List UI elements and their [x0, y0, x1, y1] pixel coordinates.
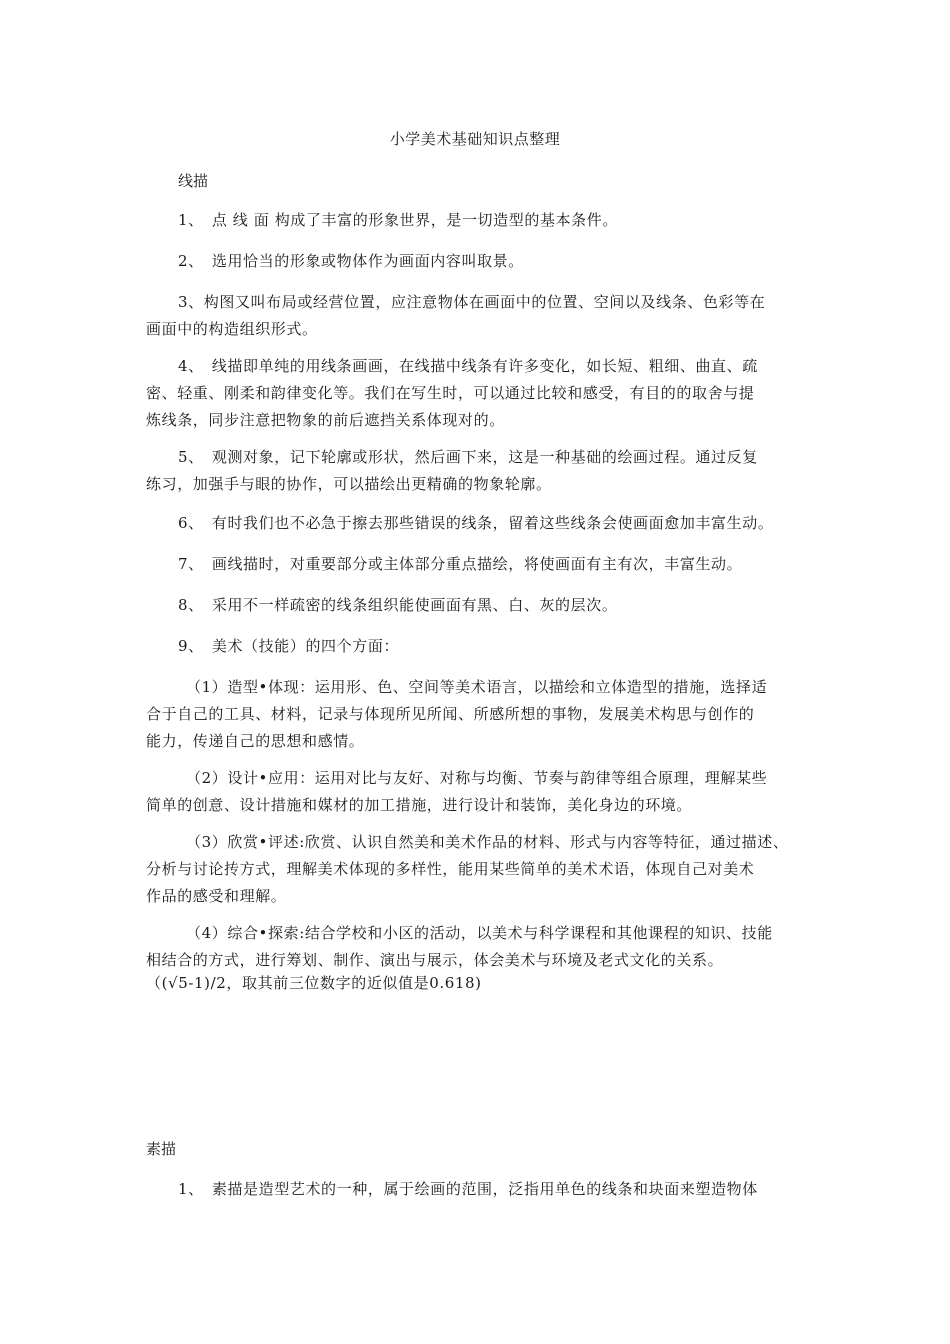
paragraph-line: 作品的感受和理解。 [146, 887, 287, 905]
paragraph-line: 6、 有时我们也不必急于擦去那些错误的线条，留着这些线条会使画面愈加丰富生动。 [178, 514, 774, 532]
list-item [146, 829, 810, 910]
paragraph-line: （2）设计•应用：运用对比与友好、对称与均衡、节奏与韵律等组合原理，理解某些 [186, 769, 768, 787]
paragraph-line: 相结合的方式，进行筹划、制作、演出与展示，体会美术与环境及老式文化的关系。 [146, 951, 724, 969]
section-heading-sketch: 素描 [146, 1140, 177, 1158]
paragraph-line: （3）欣赏•评述:欣赏、认识自然美和美术作品的材料、形式与内容等特征，通过描述、 [186, 833, 789, 851]
paragraph-line: 练习，加强手与眼的协作，可以描绘出更精确的物象轮廓。 [146, 475, 552, 493]
list-item [178, 551, 818, 578]
list-item [178, 248, 818, 275]
paragraph-line: （1）造型•体现：运用形、色、空间等美术语言，以描绘和立体造型的措施，选择适 [186, 678, 768, 696]
list-item [146, 289, 810, 343]
paragraph-line: 画面中的构造组织形式。 [146, 320, 318, 338]
paragraph-line: 2、 选用恰当的形象或物体作为画面内容叫取景。 [178, 252, 524, 270]
list-item [178, 1176, 818, 1203]
paragraph-line: 7、 画线描时，对重要部分或主体部分重点描绘，将使画面有主有次，丰富生动。 [178, 555, 743, 573]
paragraph-line: 简单的创意、设计措施和媒材的加工措施，进行设计和装饰，美化身边的环境。 [146, 796, 693, 814]
paragraph-line: 5、 观测对象，记下轮廓或形状，然后画下来，这是一种基础的绘画过程。通过反复 [178, 448, 758, 466]
paragraph-line: 密、轻重、刚柔和韵律变化等。我们在写生时，可以通过比较和感受，有目的的取舍与提 [146, 384, 755, 402]
list-item [178, 633, 818, 660]
paragraph-line: 1、 素描是造型艺术的一种，属于绘画的范围，泛指用单色的线条和块面来塑造物体 [178, 1180, 758, 1198]
list-item [178, 207, 818, 234]
paragraph-line: 炼线条，同步注意把物象的前后遮挡关系体现对的。 [146, 411, 505, 429]
paragraph-line: 9、 美术（技能）的四个方面： [178, 637, 400, 655]
list-item [146, 353, 810, 434]
paragraph-line: 能力，传递自己的思想和感情。 [146, 732, 365, 750]
list-item [178, 592, 818, 619]
paragraph-line: （4）综合•探索:结合学校和小区的活动，以美术与科学课程和其他课程的知识、技能 [186, 924, 773, 942]
paragraph-line: 合于自己的工具、材料，记录与体现所见所闻、所感所想的事物，发展美术构思与创作的 [146, 705, 755, 723]
list-item [178, 510, 838, 537]
section-heading-line-drawing: 线描 [178, 172, 209, 190]
document-title: 小学美术基础知识点整理 [389, 130, 561, 148]
paragraph-line: 分析与讨论抟方式，理解美术体现的多样性，能用某些简单的美术术语，体现自己对美术 [146, 860, 755, 878]
paragraph-line: 8、 采用不一样疏密的线条组织能使画面有黑、白、灰的层次。 [178, 596, 618, 614]
list-item [146, 920, 810, 997]
list-item [146, 444, 810, 498]
paragraph-line: 4、 线描即单纯的用线条画画，在线描中线条有许多变化，如长短、粗细、曲直、疏 [178, 357, 758, 375]
paragraph-line: 1、 点 线 面 构成了丰富的形象世界，是一切造型的基本条件。 [178, 211, 618, 229]
list-item [146, 765, 810, 819]
paragraph-line: 3、构图又叫布局或经营位置，应注意物体在画面中的位置、空间以及线条、色彩等在 [178, 293, 766, 311]
list-item [146, 674, 810, 755]
paragraph-line: （(√5-1)/2，取其前三位数字的近似值是0.618) [146, 974, 482, 992]
